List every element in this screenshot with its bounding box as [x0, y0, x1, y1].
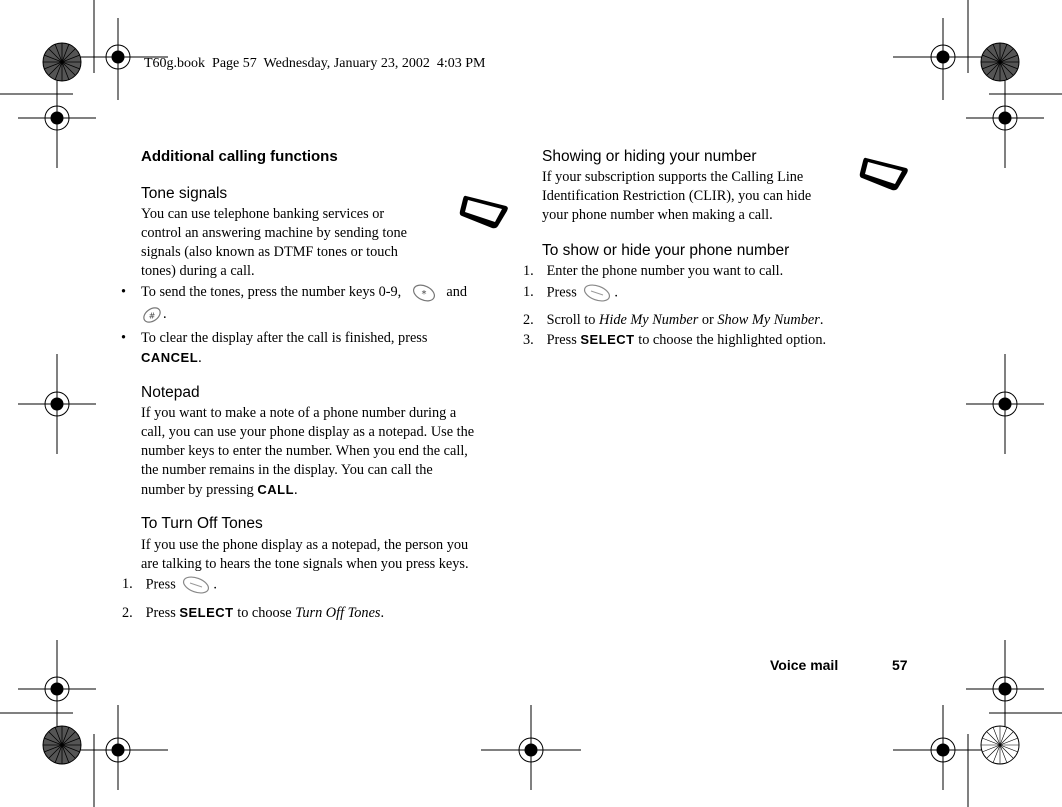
step-end: . — [819, 312, 824, 328]
notepad-body-line: number keys to enter the number. When you end the call, — [141, 443, 468, 459]
bullet-clear-display — [121, 329, 506, 368]
starburst-target — [981, 726, 1019, 764]
step-text: Scroll to — [546, 312, 596, 328]
book-header: T60g.book Page 57 Wednesday, January 23, 2002 4:03 PM — [144, 56, 486, 71]
show-hide-body-line: If your subscription supports the Calling Line — [542, 169, 804, 185]
tone-body-line: You can use telephone banking services or — [141, 206, 385, 222]
show-my-number-option: Show My Number — [717, 312, 820, 328]
turn-off-body-line: are talking to hears the tone signals when you press keys. — [141, 556, 469, 572]
tone-body — [141, 205, 407, 281]
registration-mark — [18, 640, 96, 740]
cancel-key: CANCEL — [141, 350, 199, 365]
show-hide-body-line: your phone number when making a call. — [542, 207, 773, 223]
show-hide-body — [542, 168, 811, 225]
notepad-body-line: the number remains in the display. You can call the — [141, 462, 433, 478]
turn-off-body — [141, 536, 469, 574]
registration-mark — [481, 705, 581, 790]
notepad-heading: Notepad — [141, 384, 200, 401]
registration-mark — [966, 354, 1044, 454]
notepad-last-end: . — [294, 482, 298, 498]
hash-key-icon — [141, 306, 163, 324]
show-hide-step-2 — [523, 283, 618, 303]
starburst-target — [43, 43, 81, 81]
show-hide-step-4 — [523, 330, 826, 350]
step-end: . — [213, 576, 217, 593]
step-number: 1. — [523, 284, 534, 301]
notepad-last-text: number by pressing — [141, 482, 254, 498]
menu-key-icon — [181, 575, 211, 595]
bullet-end: . — [163, 306, 167, 322]
bullet-dot: • — [121, 284, 127, 300]
bullet-end: . — [198, 350, 202, 366]
turn-off-step-1 — [122, 575, 217, 595]
star-key-icon — [411, 284, 437, 302]
page-number: 57 — [892, 657, 908, 673]
bullet-text: To send the tones, press the number keys 0-9, — [141, 284, 402, 300]
step-end: . — [380, 605, 385, 621]
step-text: Press — [145, 576, 176, 593]
turn-off-tones-option: Turn Off Tones — [295, 605, 381, 621]
show-hide-body-line: Identification Restriction (CLIR), you can hide — [542, 188, 812, 204]
select-key: SELECT — [179, 605, 234, 620]
show-hide-heading: Showing or hiding your number — [542, 148, 757, 165]
step-number: 3. — [523, 332, 534, 348]
step-number: 1. — [122, 576, 133, 593]
hide-my-number-option: Hide My Number — [599, 312, 699, 328]
menu-key-icon — [582, 283, 612, 303]
notepad-body — [141, 404, 474, 500]
tone-body-line: control an answering machine by sending tone — [141, 225, 408, 241]
registration-mark — [18, 354, 96, 454]
bullet-text: To clear the display after the call is finished, press — [141, 330, 428, 346]
registration-mark — [966, 640, 1044, 740]
step-number: 2. — [122, 605, 133, 621]
registration-mark — [966, 68, 1044, 168]
svg-text:#: # — [148, 311, 156, 321]
phone-display-icon — [858, 154, 910, 194]
step-rest: to choose the highlighted option. — [638, 332, 827, 348]
bullet-send-tones — [121, 283, 506, 324]
bullet-dot: • — [121, 330, 127, 346]
starburst-target — [43, 726, 81, 764]
svg-text:*: * — [421, 288, 427, 300]
section-title: Additional calling functions — [141, 148, 338, 165]
step-number: 1. — [523, 263, 534, 279]
step-number: 2. — [523, 312, 534, 328]
turn-off-body-line: If you use the phone display as a notepad, the person you — [141, 537, 469, 553]
starburst-target — [981, 43, 1019, 81]
notepad-body-line: If you want to make a note of a phone number during a — [141, 405, 457, 421]
step-or: or — [701, 312, 714, 328]
step-text: Press — [546, 284, 577, 301]
turn-off-step-2 — [122, 603, 384, 623]
tone-signals-heading: Tone signals — [141, 185, 228, 202]
footer-section-name: Voice mail — [770, 657, 839, 673]
show-hide-step-3 — [523, 311, 823, 330]
step-text: Enter the phone number you want to call. — [546, 263, 784, 279]
turn-off-tones-heading: To Turn Off Tones — [141, 515, 263, 532]
tone-body-line: signals (also known as DTMF tones or touch — [141, 244, 398, 260]
registration-mark — [893, 18, 993, 100]
step-text: Press — [546, 332, 577, 348]
step-text: Press — [145, 605, 176, 621]
show-hide-subheading: To show or hide your phone number — [542, 242, 790, 259]
step-end: . — [614, 284, 618, 301]
registration-mark — [893, 705, 993, 790]
step-mid: to choose — [237, 605, 292, 621]
notepad-body-line: call, you can use your phone display as a notepad. Use the — [141, 424, 475, 440]
tone-body-line: tones) during a call. — [141, 263, 255, 279]
call-key: CALL — [257, 482, 295, 497]
bullet-and: and — [446, 284, 468, 300]
show-hide-step-1 — [523, 262, 783, 281]
select-key: SELECT — [580, 332, 635, 347]
registration-mark — [18, 68, 96, 168]
phone-display-icon — [458, 192, 510, 232]
registration-mark — [68, 705, 168, 790]
